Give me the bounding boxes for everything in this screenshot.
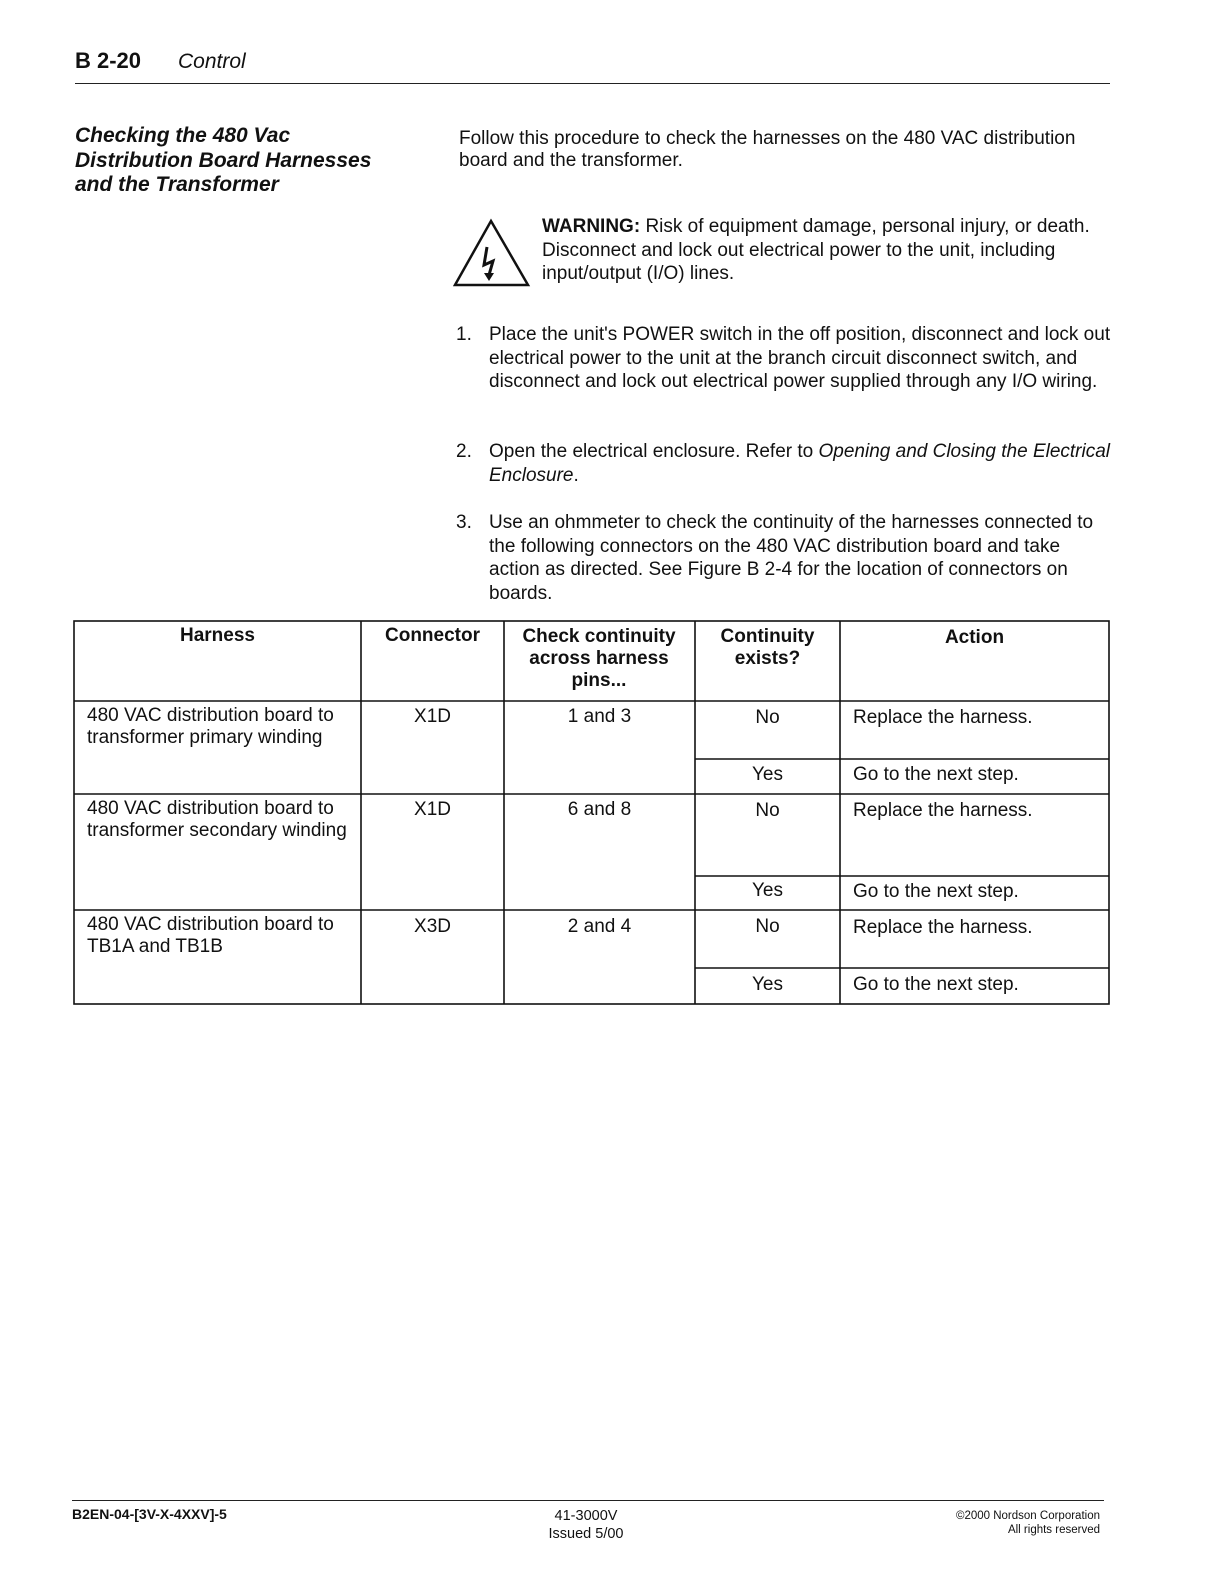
column-header-continuity: Continuity exists? [720, 626, 815, 669]
action-cell: Go to the next step. [853, 764, 1019, 785]
column-header-harness: Harness [180, 625, 255, 646]
warning-label: WARNING: [542, 216, 641, 237]
continuity-cell: Yes [752, 764, 783, 785]
copyright-text: ©2000 Nordson Corporation [955, 1510, 1100, 1522]
step-text: Open the electrical enclosure. Refer to [489, 441, 819, 462]
harness-cell: 480 VAC distribution board to TB1A and TB1B [87, 914, 334, 957]
section-name: Control [178, 50, 246, 73]
connector-cell: X3D [414, 916, 451, 937]
continuity-cell: No [755, 916, 780, 937]
continuity-cell: No [755, 707, 780, 728]
pins-cell: 1 and 3 [567, 706, 632, 727]
step-text: Place the unit's POWER switch in the off position, disconnect and lock out electrical power to the unit at the branch circuit disconnect switch, and disconnect and lock out electrical power supplied through any I/O wiring. [489, 324, 1111, 392]
action-cell: Replace the harness. [853, 800, 1033, 821]
header-divider [75, 83, 1110, 84]
rights-text: All rights reserved [1007, 1524, 1100, 1536]
connector-cell: X1D [414, 706, 451, 727]
column-header-connector: Connector [385, 625, 480, 646]
part-number-text: 41-3000V [554, 1508, 618, 1524]
step-number: 1. [456, 324, 472, 345]
continuity-check-table [73, 620, 1110, 1005]
section-title-line-1: Checking the 480 Vac [75, 124, 291, 147]
connector-cell: X1D [414, 799, 451, 820]
continuity-cell: Yes [752, 880, 783, 901]
procedure-step-1 [456, 323, 1116, 394]
footer-divider [72, 1500, 1104, 1501]
continuity-cell: Yes [752, 974, 783, 995]
part-number [520, 1507, 652, 1543]
harness-cell: 480 VAC distribution board to transformer secondary winding [87, 798, 347, 841]
procedure-step-2 [456, 440, 1116, 487]
document-id: B2EN-04-[3V-X-4XXV]-5 [72, 1506, 227, 1522]
action-cell: Go to the next step. [853, 974, 1019, 995]
column-header-pins: Check continuity across harness pins... [522, 626, 676, 691]
section-title-line-3: and the Transformer [75, 173, 279, 196]
action-cell: Go to the next step. [853, 881, 1019, 902]
copyright-notice [880, 1509, 1100, 1537]
electrical-hazard-triangle-icon [453, 217, 531, 289]
issue-date: Issued 5/00 [548, 1526, 624, 1542]
procedure-step-3 [456, 511, 1116, 605]
intro-paragraph: Follow this procedure to check the harnesses on the 480 VAC distribution board and the transformer. [459, 128, 1076, 171]
action-cell: Replace the harness. [853, 917, 1033, 938]
step-number: 2. [456, 441, 472, 462]
page-number: B 2-20 [75, 48, 142, 73]
pins-cell: 2 and 4 [567, 916, 632, 937]
section-title [75, 124, 415, 198]
pins-cell: 6 and 8 [567, 799, 632, 820]
continuity-cell: No [755, 800, 780, 821]
step-text-container [489, 440, 1116, 487]
harness-cell: 480 VAC distribution board to transformer primary winding [87, 705, 334, 748]
step-text: Use an ohmmeter to check the continuity of the harnesses connected to the following connectors on the 480 VAC distribution board and take action as directed. See Figure B 2-4 for the location of connectors on boards. [489, 512, 1094, 604]
section-title-line-2: Distribution Board Harnesses [75, 148, 372, 172]
step-text-tail: . [573, 464, 579, 486]
warning-body: Risk of equipment damage, personal injury, or death. Disconnect and lock out electrical power to the unit, including input/output (I/O) lines. [542, 216, 1090, 284]
step-number: 3. [456, 512, 472, 533]
action-cell: Replace the harness. [853, 707, 1033, 728]
warning-message [542, 215, 1102, 286]
cross-reference-link: Opening and Closing the Electrical Enclosure [489, 441, 1111, 486]
column-header-action: Action [944, 627, 1005, 648]
